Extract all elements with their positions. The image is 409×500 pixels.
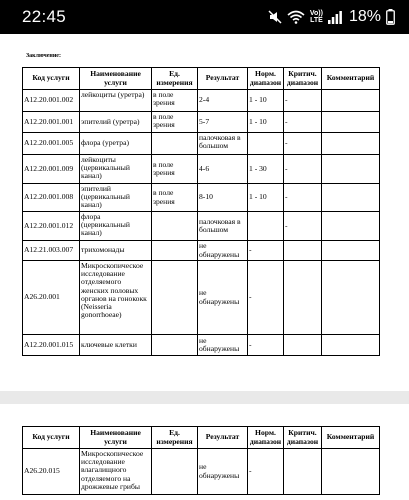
cell-crit: - — [284, 212, 322, 241]
cell-result: 8-10 — [198, 184, 248, 212]
table-header-row — [23, 427, 380, 449]
cell-code: A12.20.001.002 — [23, 90, 80, 112]
cell-comment — [322, 155, 380, 184]
cell-crit: - — [284, 90, 322, 112]
wifi-icon — [287, 10, 305, 24]
header-unit: Ед. измерения — [152, 427, 198, 449]
table-row — [23, 133, 380, 155]
document-page-2 — [0, 404, 409, 500]
battery-icon — [386, 9, 395, 25]
header-result: Результат — [198, 68, 248, 90]
document-page-1 — [0, 34, 409, 391]
cell-unit — [152, 449, 198, 495]
table-row — [23, 90, 380, 112]
cell-comment — [322, 184, 380, 212]
cell-code: A12.20.001.005 — [23, 133, 80, 155]
volte-indicator: Vo)) LTE — [309, 10, 323, 24]
header-crit: Критич. диапазон — [284, 427, 322, 449]
cell-norm: - — [248, 241, 284, 261]
cell-name: Микроскопическое исследование отделяемого женских половых органов на гонококк (Neisseria gonorrhoeae) — [80, 261, 152, 335]
cell-comment — [322, 212, 380, 241]
cell-norm — [248, 133, 284, 155]
cell-norm: 1 - 10 — [248, 184, 284, 212]
header-crit: Критич. диапазон — [284, 68, 322, 90]
cell-code: A12.20.001.009 — [23, 155, 80, 184]
cell-unit: в поле зрения — [152, 155, 198, 184]
mute-icon — [268, 10, 282, 24]
cell-crit — [284, 241, 322, 261]
cell-name: эпителий (цервикальный канал) — [80, 184, 152, 212]
cell-code: A12.20.001.012 — [23, 212, 80, 241]
cell-unit — [152, 335, 198, 356]
cell-comment — [322, 90, 380, 112]
cell-crit: - — [284, 184, 322, 212]
cell-result: не обнаружены — [198, 261, 248, 335]
conclusion-label: Заключение: — [26, 53, 61, 59]
cell-norm: 1 - 10 — [248, 112, 284, 133]
cell-code: A26.20.001 — [23, 261, 80, 335]
cell-name: флора (цервикальный канал) — [80, 212, 152, 241]
cell-norm — [248, 212, 284, 241]
cell-code: A12.20.001.008 — [23, 184, 80, 212]
cell-norm: 1 - 30 — [248, 155, 284, 184]
cell-crit: - — [284, 155, 322, 184]
cell-crit: - — [284, 133, 322, 155]
header-name: Наименование услуги — [80, 427, 152, 449]
cell-comment — [322, 133, 380, 155]
table-row — [23, 449, 380, 495]
cell-result: палочковая в большом — [198, 133, 248, 155]
cell-norm: 1 - 10 — [248, 90, 284, 112]
battery-percent: 18% — [348, 8, 381, 25]
table-row — [23, 112, 380, 133]
cell-name: лейкоциты (цервикальный канал) — [80, 155, 152, 184]
cell-comment — [322, 112, 380, 133]
header-comment: Комментарий — [322, 68, 380, 90]
header-name: Наименование услуги — [80, 68, 152, 90]
cell-name: ключевые клетки — [80, 335, 152, 356]
cell-result: 2-4 — [198, 90, 248, 112]
cell-result: не обнаружены — [198, 241, 248, 261]
cell-code: A12.21.003.007 — [23, 241, 80, 261]
cell-result: не обнаружены — [198, 449, 248, 495]
table-row — [23, 212, 380, 241]
lab-results-table — [22, 67, 380, 356]
cell-result: 4-6 — [198, 155, 248, 184]
cell-unit: в поле зрения — [152, 184, 198, 212]
cell-code: A26.20.015 — [23, 449, 80, 495]
cell-unit — [152, 241, 198, 261]
table-header-row — [23, 68, 380, 90]
header-norm: Норм. диапазон — [248, 427, 284, 449]
cell-unit: в поле зрения — [152, 90, 198, 112]
header-unit: Ед. измерения — [152, 68, 198, 90]
cell-name: Микроскопическое исследование влагалищного отделяемого на дрожжевые грибы — [80, 449, 152, 495]
table-row — [23, 241, 380, 261]
cell-comment — [322, 449, 380, 495]
cell-unit: в поле зрения — [152, 112, 198, 133]
cell-norm: - — [248, 335, 284, 356]
header-code: Код услуги — [23, 68, 80, 90]
table-row — [23, 155, 380, 184]
table-row — [23, 335, 380, 356]
signal-icon — [328, 11, 342, 24]
header-code: Код услуги — [23, 427, 80, 449]
lab-results-table-continued — [22, 426, 380, 495]
status-time: 22:45 — [22, 7, 67, 26]
table-row — [23, 184, 380, 212]
cell-crit — [284, 335, 322, 356]
cell-name: эпителий (уретра) — [80, 112, 152, 133]
cell-norm: - — [248, 449, 284, 495]
cell-result: 5-7 — [198, 112, 248, 133]
cell-name: трихомонады — [80, 241, 152, 261]
cell-unit — [152, 212, 198, 241]
cell-name: лейкоциты (уретра) — [80, 90, 152, 112]
cell-unit — [152, 261, 198, 335]
cell-result: не обнаружены — [198, 335, 248, 356]
status-icons — [268, 8, 395, 26]
header-norm: Норм. диапазон — [248, 68, 284, 90]
cell-crit — [284, 449, 322, 495]
cell-unit — [152, 133, 198, 155]
header-comment: Комментарий — [322, 427, 380, 449]
cell-code: A12.20.001.001 — [23, 112, 80, 133]
cell-code: A12.20.001.015 — [23, 335, 80, 356]
header-result: Результат — [198, 427, 248, 449]
cell-norm: - — [248, 261, 284, 335]
table-row — [23, 261, 380, 335]
cell-comment — [322, 335, 380, 356]
cell-comment — [322, 241, 380, 261]
cell-comment — [322, 261, 380, 335]
cell-crit — [284, 261, 322, 335]
status-bar — [0, 0, 409, 34]
cell-crit: - — [284, 112, 322, 133]
cell-name: флора (уретра) — [80, 133, 152, 155]
cell-result: палочковая в большом — [198, 212, 248, 241]
